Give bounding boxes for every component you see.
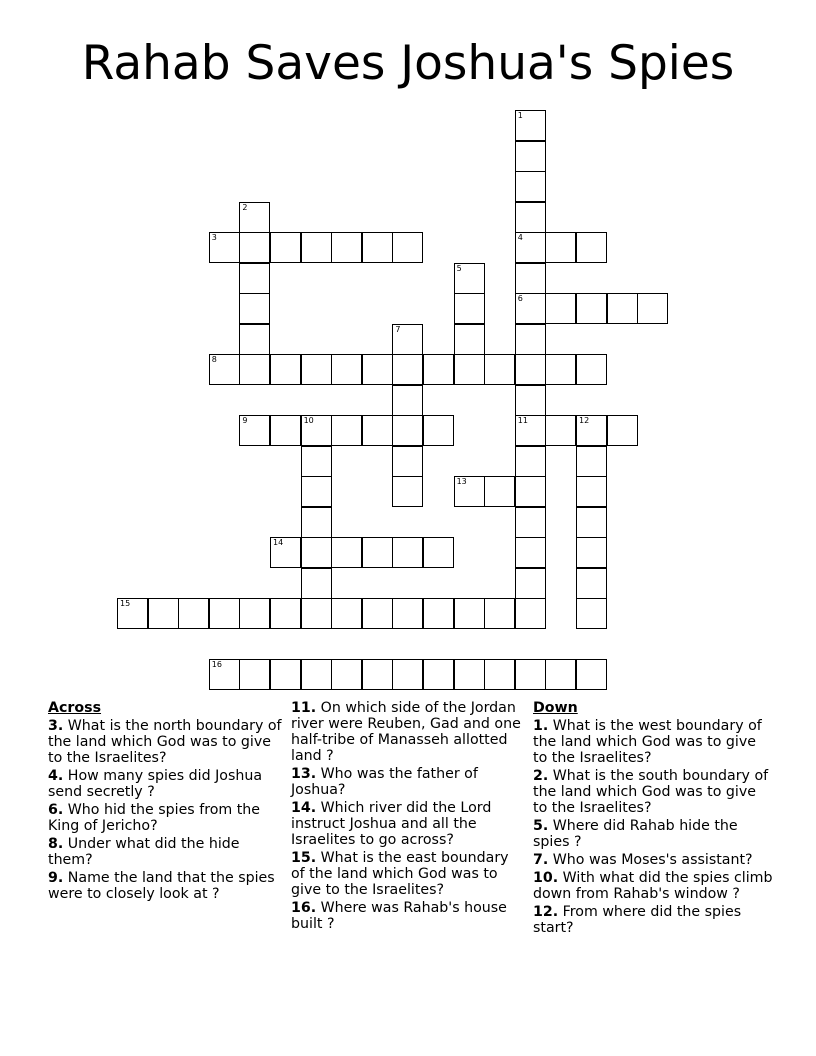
across-clue xyxy=(291,766,523,798)
grid-cell[interactable] xyxy=(362,598,393,629)
down-clue xyxy=(533,904,773,936)
grid-cell[interactable] xyxy=(270,415,301,446)
cell-number: 16 xyxy=(211,660,222,669)
grid-cell[interactable] xyxy=(515,385,546,416)
clue-number: 13. xyxy=(291,766,317,782)
clue-number: 4. xyxy=(48,768,64,784)
grid-cell[interactable] xyxy=(545,659,576,690)
grid-cell[interactable] xyxy=(331,415,362,446)
clue-text: What is the south boundary of the land which God was to give to the Israelites? xyxy=(533,768,769,816)
grid-cell[interactable] xyxy=(301,659,332,690)
grid-cell[interactable] xyxy=(454,659,485,690)
grid-cell[interactable] xyxy=(392,659,423,690)
grid-cell[interactable] xyxy=(362,354,393,385)
grid-cell[interactable] xyxy=(331,354,362,385)
clue-number: 10. xyxy=(533,870,559,886)
down-clue xyxy=(533,768,773,816)
grid-cell[interactable] xyxy=(392,415,423,446)
across-clue xyxy=(48,718,284,766)
clue-number: 16. xyxy=(291,900,317,916)
grid-cell[interactable] xyxy=(515,598,546,629)
cell-number: 10 xyxy=(303,416,314,425)
grid-cell[interactable] xyxy=(392,324,423,355)
grid-cell[interactable] xyxy=(515,507,546,538)
clue-number: 6. xyxy=(48,802,64,818)
cell-number: 14 xyxy=(273,538,284,547)
clue-number: 14. xyxy=(291,800,317,816)
clue-text: Where was Rahab's house built ? xyxy=(291,900,507,932)
clue-text: How many spies did Joshua send secretly ? xyxy=(48,768,263,800)
down-clue xyxy=(533,852,773,868)
grid-cell[interactable] xyxy=(454,293,485,324)
grid-cell[interactable] xyxy=(576,415,607,446)
across-clues-column-2 xyxy=(291,700,523,934)
clue-text: With what did the spies climb down from Rahab's window ? xyxy=(533,870,773,902)
grid-cell[interactable] xyxy=(117,598,148,629)
grid-cell[interactable] xyxy=(392,354,423,385)
puzzle-title: Rahab Saves Joshua's Spies xyxy=(81,36,735,91)
grid-cell[interactable] xyxy=(209,232,240,263)
down-heading: Down xyxy=(533,700,578,716)
cell-number: 13 xyxy=(456,477,467,486)
across-clue xyxy=(291,850,523,898)
grid-cell[interactable] xyxy=(607,293,638,324)
grid-cell[interactable] xyxy=(515,171,546,202)
grid-cell[interactable] xyxy=(637,293,668,324)
grid-cell[interactable] xyxy=(270,659,301,690)
clue-text: What is the north boundary of the land which God was to give to the Israelites? xyxy=(48,718,282,766)
grid-cell[interactable] xyxy=(515,476,546,507)
clue-number: 15. xyxy=(291,850,317,866)
down-clues-column xyxy=(533,700,773,938)
grid-cell[interactable] xyxy=(392,385,423,416)
grid-cell[interactable] xyxy=(515,568,546,599)
grid-cell[interactable] xyxy=(515,141,546,172)
grid-cell[interactable] xyxy=(239,202,270,233)
grid-cell[interactable] xyxy=(301,598,332,629)
grid-cell[interactable] xyxy=(423,415,454,446)
grid-cell[interactable] xyxy=(331,659,362,690)
across-clue xyxy=(48,870,284,902)
grid-cell[interactable] xyxy=(515,324,546,355)
grid-cell[interactable] xyxy=(515,110,546,141)
grid-cell[interactable] xyxy=(545,415,576,446)
grid-cell[interactable] xyxy=(301,446,332,477)
grid-cell[interactable] xyxy=(209,354,240,385)
clue-text: Which river did the Lord instruct Joshua and all the Israelites to go across? xyxy=(291,800,492,848)
clue-number: 2. xyxy=(533,768,549,784)
cell-number: 12 xyxy=(579,416,590,425)
grid-cell[interactable] xyxy=(484,476,515,507)
across-clue xyxy=(291,900,523,932)
across-clue xyxy=(48,836,284,868)
grid-cell[interactable] xyxy=(239,415,270,446)
grid-cell[interactable] xyxy=(576,568,607,599)
grid-cell[interactable] xyxy=(362,537,393,568)
cell-number: 15 xyxy=(120,599,131,608)
cell-number: 7 xyxy=(395,324,401,334)
cell-number: 3 xyxy=(211,233,217,242)
grid-cell[interactable] xyxy=(239,659,270,690)
clue-number: 8. xyxy=(48,836,64,852)
grid-cell[interactable] xyxy=(545,354,576,385)
grid-cell[interactable] xyxy=(301,507,332,538)
down-clue xyxy=(533,870,773,902)
grid-cell[interactable] xyxy=(515,354,546,385)
grid-cell[interactable] xyxy=(301,232,332,263)
grid-cell[interactable] xyxy=(301,568,332,599)
grid-cell[interactable] xyxy=(392,537,423,568)
grid-cell[interactable] xyxy=(545,232,576,263)
clue-number: 5. xyxy=(533,818,549,834)
across-clue xyxy=(291,700,523,764)
grid-cell[interactable] xyxy=(454,324,485,355)
grid-cell[interactable] xyxy=(331,537,362,568)
grid-cell[interactable] xyxy=(423,659,454,690)
grid-cell[interactable] xyxy=(515,415,546,446)
grid-cell[interactable] xyxy=(576,507,607,538)
grid-cell[interactable] xyxy=(301,354,332,385)
grid-cell[interactable] xyxy=(545,293,576,324)
grid-cell[interactable] xyxy=(270,232,301,263)
grid-cell[interactable] xyxy=(301,476,332,507)
grid-cell[interactable] xyxy=(454,263,485,294)
grid-cell[interactable] xyxy=(515,263,546,294)
grid-cell[interactable] xyxy=(209,598,240,629)
clue-number: 3. xyxy=(48,718,64,734)
grid-cell[interactable] xyxy=(392,476,423,507)
clue-text: Name the land that the spies were to closely look at ? xyxy=(48,870,275,902)
grid-cell[interactable] xyxy=(576,232,607,263)
across-clue xyxy=(48,802,284,834)
grid-cell[interactable] xyxy=(239,232,270,263)
grid-cell[interactable] xyxy=(454,598,485,629)
grid-cell[interactable] xyxy=(301,537,332,568)
across-clues-column-1 xyxy=(48,700,284,904)
clue-number: 12. xyxy=(533,904,559,920)
grid-cell[interactable] xyxy=(178,598,209,629)
grid-cell[interactable] xyxy=(209,659,240,690)
grid-cell[interactable] xyxy=(239,354,270,385)
grid-cell[interactable] xyxy=(515,293,546,324)
grid-cell[interactable] xyxy=(270,354,301,385)
grid-cell[interactable] xyxy=(301,415,332,446)
clue-text: From where did the spies start? xyxy=(533,904,742,936)
grid-cell[interactable] xyxy=(484,598,515,629)
grid-cell[interactable] xyxy=(576,476,607,507)
across-clue xyxy=(48,768,284,800)
grid-cell[interactable] xyxy=(270,537,301,568)
grid-cell[interactable] xyxy=(362,232,393,263)
grid-cell[interactable] xyxy=(270,598,301,629)
cell-number: 2 xyxy=(242,202,248,212)
cell-number: 5 xyxy=(456,263,462,273)
cell-number: 11 xyxy=(517,416,528,425)
grid-cell[interactable] xyxy=(484,354,515,385)
grid-cell[interactable] xyxy=(423,537,454,568)
grid-cell[interactable] xyxy=(148,598,179,629)
clue-text: Who hid the spies from the King of Jericho? xyxy=(48,802,261,834)
cell-number: 6 xyxy=(517,294,523,303)
grid-cell[interactable] xyxy=(239,293,270,324)
clue-text: What is the west boundary of the land which God was to give to the Israelites? xyxy=(533,718,762,766)
grid-cell[interactable] xyxy=(392,446,423,477)
grid-cell[interactable] xyxy=(515,202,546,233)
grid-cell[interactable] xyxy=(362,415,393,446)
grid-cell[interactable] xyxy=(607,415,638,446)
grid-cell[interactable] xyxy=(239,263,270,294)
grid-cell[interactable] xyxy=(239,598,270,629)
grid-cell[interactable] xyxy=(576,446,607,477)
grid-cell[interactable] xyxy=(515,232,546,263)
clue-number: 9. xyxy=(48,870,64,886)
clue-text: What is the east boundary of the land which God was to give to the Israelites? xyxy=(291,850,509,898)
clue-number: 7. xyxy=(533,852,549,868)
down-clue xyxy=(533,718,773,766)
across-heading: Across xyxy=(48,700,102,716)
grid-cell[interactable] xyxy=(454,476,485,507)
clue-number: 11. xyxy=(291,700,317,716)
cell-number: 1 xyxy=(517,111,523,120)
down-clue xyxy=(533,818,773,850)
grid-cell[interactable] xyxy=(515,537,546,568)
grid-cell[interactable] xyxy=(576,659,607,690)
clue-text: Under what did the hide them? xyxy=(48,836,240,868)
grid-cell[interactable] xyxy=(362,659,393,690)
grid-cell[interactable] xyxy=(515,659,546,690)
cell-number: 4 xyxy=(517,233,523,242)
cell-number: 8 xyxy=(211,355,217,364)
grid-cell[interactable] xyxy=(392,232,423,263)
grid-cell[interactable] xyxy=(576,354,607,385)
grid-cell[interactable] xyxy=(515,446,546,477)
clue-text: Where did Rahab hide the spies ? xyxy=(533,818,738,850)
grid-cell[interactable] xyxy=(576,598,607,629)
grid-cell[interactable] xyxy=(392,598,423,629)
grid-cell[interactable] xyxy=(239,324,270,355)
grid-cell[interactable] xyxy=(423,598,454,629)
clue-text: On which side of the Jordan river were Reuben, Gad and one half-tribe of Manasseh allotted land ? xyxy=(291,700,521,764)
clue-text: Who was Moses's assistant? xyxy=(552,852,753,868)
across-clue xyxy=(291,800,523,848)
clue-number: 1. xyxy=(533,718,549,734)
clue-text: Who was the father of Joshua? xyxy=(291,766,478,798)
grid-cell[interactable] xyxy=(331,232,362,263)
grid-cell[interactable] xyxy=(576,537,607,568)
grid-cell[interactable] xyxy=(484,659,515,690)
grid-cell[interactable] xyxy=(331,598,362,629)
grid-cell[interactable] xyxy=(576,293,607,324)
cell-number: 9 xyxy=(242,416,248,425)
grid-cell[interactable] xyxy=(454,354,485,385)
grid-cell[interactable] xyxy=(423,354,454,385)
